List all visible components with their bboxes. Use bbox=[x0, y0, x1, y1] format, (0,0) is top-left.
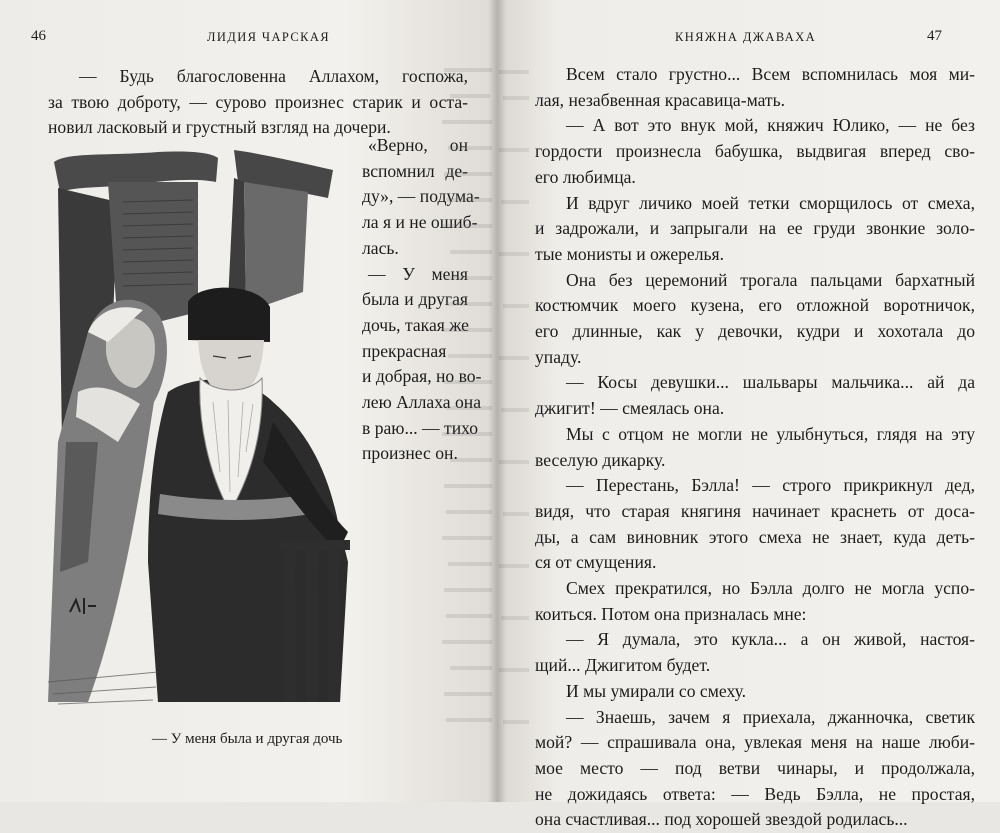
text-line: коиться. Потом она призналась мне: bbox=[535, 603, 807, 624]
right-running-head: КНЯЖНА ДЖАВАХА bbox=[675, 30, 817, 44]
text-line: не дожидаясь ответа: — Ведь Бэлла, не простая, bbox=[535, 783, 975, 804]
text-line: ся от смущения. bbox=[535, 552, 657, 573]
text-line: лая, незабвенная красавица-мать. bbox=[535, 89, 786, 110]
text-line: лею Аллаха она bbox=[362, 392, 481, 413]
right-page-number: 47 bbox=[927, 28, 942, 44]
illustration-caption: — У меня была и другая дочь bbox=[152, 731, 343, 747]
text-line: гордости произнесла бабушка, выдвигая вперед сво- bbox=[535, 141, 975, 162]
text-line: ды, а сам виновник этого смеха не знает, куда деть- bbox=[535, 526, 975, 547]
text-line: «Верно, он bbox=[368, 135, 468, 155]
text-line: костюмчик моего кузена, его отложной воротничок, bbox=[535, 295, 975, 316]
text-line: Всем стало грустно... Всем вспомнилась моя ми- bbox=[566, 64, 975, 84]
text-line: его любимца. bbox=[535, 166, 636, 187]
left-running-head: ЛИДИЯ ЧАРСКАЯ bbox=[207, 30, 331, 44]
text-line: прекрасная bbox=[362, 340, 447, 361]
text-line: — А вот это внук мой, княжич Юлико, — не без bbox=[566, 115, 975, 136]
text-line: мой? — спрашивала она, увлекая меня на наше люби- bbox=[535, 732, 975, 753]
text-line: — Знаешь, зачем я приехала, джанночка, светик bbox=[566, 706, 975, 727]
text-line: лась. bbox=[362, 237, 399, 258]
text-line: в раю... — тихо bbox=[362, 417, 479, 438]
text-line: произнес он. bbox=[362, 443, 458, 464]
text-line: видя, что старая княгиня начинает краснеть от доса- bbox=[535, 500, 975, 521]
text-line: — Косы девушки... шальвары мальчика... ай да bbox=[566, 372, 975, 393]
text-line: дочь, такая же bbox=[362, 314, 469, 335]
illustration-old-man-and-woman bbox=[48, 142, 350, 712]
text-line: — Будь благословенна Аллахом, госпожа, bbox=[79, 66, 468, 86]
text-line: тые мониsты и ожерелья. bbox=[535, 243, 725, 264]
text-line: новил ласковый и грустный взгляд на дочери. bbox=[48, 117, 391, 138]
text-line: вспомнил де- bbox=[362, 160, 468, 181]
text-line: ла я и не ошиб- bbox=[362, 212, 478, 233]
text-line: Она без церемоний трогала пальцами бархатный bbox=[566, 269, 975, 290]
text-line: — Я думала, это кукла... а он живой, настоя- bbox=[566, 629, 975, 650]
right-body-text bbox=[535, 62, 975, 833]
text-line: — У меня bbox=[368, 263, 468, 284]
text-line: щий... Джигитом будет. bbox=[535, 655, 711, 676]
text-line: за твою доброту, — сурово произнес старик и оста- bbox=[48, 91, 468, 112]
right-page bbox=[497, 0, 1000, 830]
text-line: ду», — подума- bbox=[362, 186, 480, 207]
text-line: и добрая, но во- bbox=[362, 366, 482, 387]
text-line: И вдруг личико моей тетки сморщилось от смеха, bbox=[566, 192, 975, 213]
text-line: джигит! — смеялась она. bbox=[535, 398, 725, 419]
text-line: Смех прекратился, но Бэлла долго не могла успо- bbox=[566, 578, 975, 599]
left-page-number: 46 bbox=[31, 28, 46, 44]
text-line: И мы умирали со смеху. bbox=[566, 680, 747, 701]
text-line: — Перестань, Бэлла! — строго прикрикнул дед, bbox=[566, 475, 975, 496]
left-top-paragraph bbox=[48, 64, 468, 141]
text-line: веселую дикарку. bbox=[535, 449, 666, 470]
text-line: она счастливая... под хорошей звездой родилась... bbox=[535, 809, 908, 830]
text-line: упаду. bbox=[535, 346, 582, 367]
text-line: Мы с отцом не могли не улыбнуться, глядя на эту bbox=[566, 423, 975, 444]
text-line: и задрожали, и запрыгали на ее груди звонкие золо- bbox=[535, 218, 975, 239]
text-line: мое место — под ветви чинары, и продолжала, bbox=[535, 757, 975, 778]
book-gutter-shadow bbox=[488, 0, 506, 802]
left-page bbox=[0, 0, 497, 802]
text-line: была и другая bbox=[362, 289, 468, 310]
text-line: его длинные, как у девочки, кудри и хохотала до bbox=[535, 321, 975, 342]
